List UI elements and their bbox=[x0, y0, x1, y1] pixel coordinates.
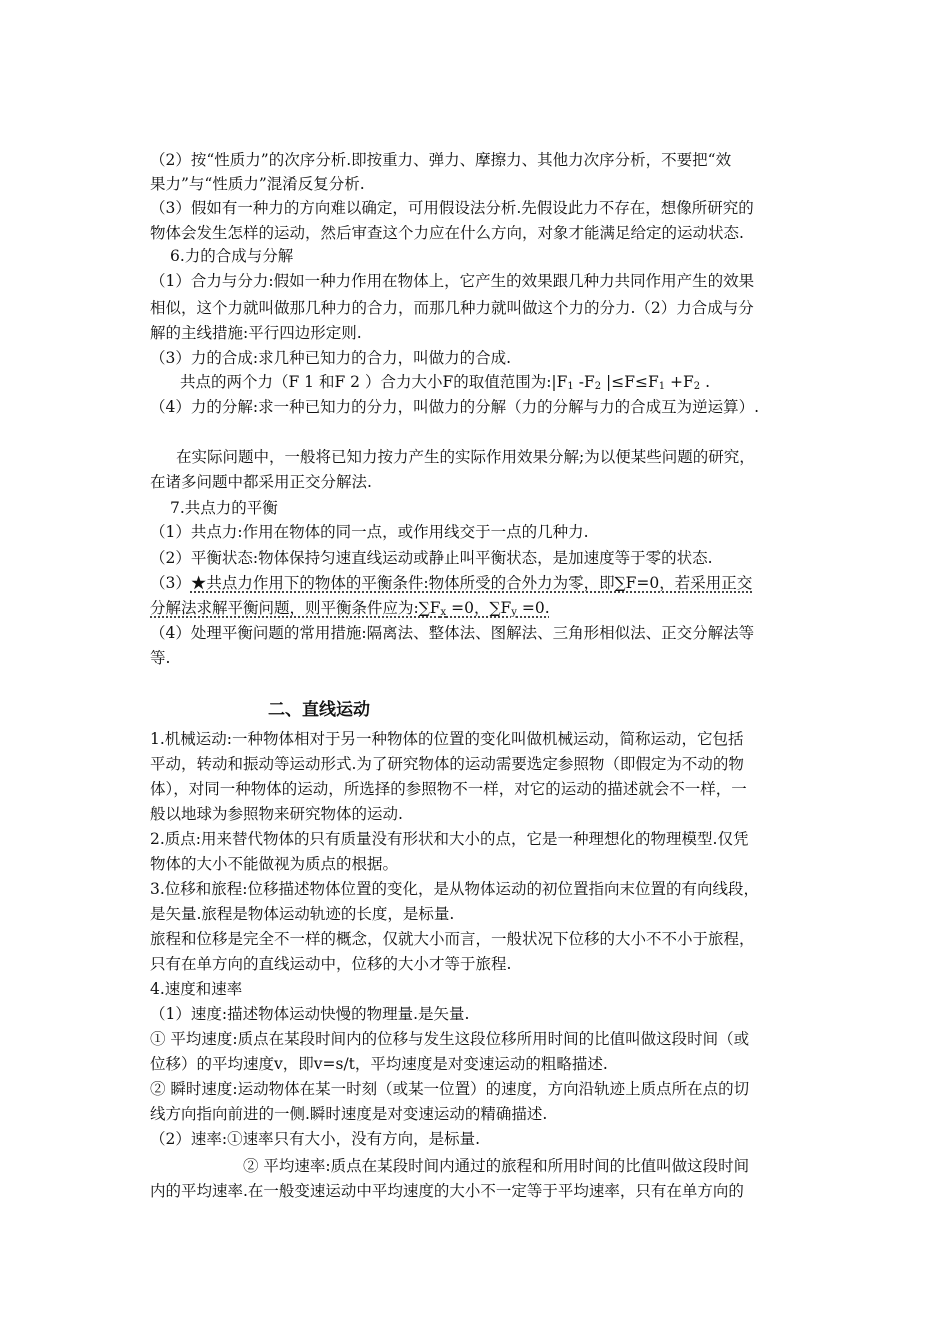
text-line: 内的平均速率.在一般变速运动中平均速度的大小不一定等于平均速率，只有在单方向的 bbox=[150, 1182, 744, 1200]
text-line: 在实际问题中，一般将已知力按力产生的实际作用效果分解;为以便某些问题的研究， bbox=[176, 448, 755, 466]
text-line: （4）处理平衡问题的常用措施:隔离法、整体法、图解法、三角形相似法、正交分解法等 bbox=[150, 624, 755, 642]
section-title: 6.力的合成与分解 bbox=[170, 247, 294, 265]
text-line: （3）力的合成:求几种已知力的合力，叫做力的合成. bbox=[150, 349, 512, 367]
text-line: （1）合力与分力:假如一种力作用在物体上，它产生的效果跟几种力共同作用产生的效果 bbox=[150, 272, 755, 290]
text-line: 体），对同一种物体的运动，所选择的参照物不一样，对它的运动的描述就会不一样，一 bbox=[150, 780, 747, 798]
equilibrium-condition-formula: 分解法求解平衡问题，则平衡条件应为$:\sum F_x =0$，$\sum F_y =0$. bbox=[150, 599, 550, 618]
text-line: 只有在单方向的直线运动中，位移的大小才等于旅程. bbox=[150, 955, 512, 973]
text-line: 相似，这个力就叫做那几种力的合力，而那几种力就叫做这个力的分力.（2）力合成与分 bbox=[150, 299, 754, 317]
text-line: 在诸多问题中都采用正交分解法. bbox=[150, 473, 372, 491]
text-line: 解的主线措施:平行四边形定则. bbox=[150, 324, 362, 342]
text-line: ① 平均速度:质点在某段时间内的位移与发生这段位移所用时间的比值叫做这段时间（或 bbox=[150, 1030, 750, 1048]
text-line: （4）力的分解:求一种已知力的分力，叫做力的分解（力的分解与力的合成互为逆运算）. bbox=[150, 398, 760, 416]
text-line: 1.机械运动:一种物体相对于另一种物体的位置的变化叫做机械运动，简称运动，它包括 bbox=[150, 730, 744, 748]
text-line: ② 瞬时速度:运动物体在某一时刻（或某一位置）的速度，方向沿轨迹上质点所在点的切 bbox=[150, 1080, 750, 1098]
force-range-formula: 共点的两个力（F 1 和F 2 ）合力大小F的取值范围为$:|F_1$ $-F_2$ $|\le F\le F_1 +F_2$ . bbox=[180, 373, 710, 392]
text-line: （1）共点力:作用在物体的同一点，或作用线交于一点的几种力. bbox=[150, 523, 589, 541]
chapter-heading: 二、直线运动 bbox=[268, 700, 370, 720]
text-line: （2）平衡状态:物体保持匀速直线运动或静止叫平衡状态，是加速度等于零的状态. bbox=[150, 549, 713, 567]
text-line: 平动，转动和振动等运动形式.为了研究物体的运动需要选定参照物（即假定为不动的物 bbox=[150, 755, 744, 773]
text-line: 旅程和位移是完全不一样的概念，仅就大小而言，一般状况下位移的大小不不小于旅程， bbox=[150, 930, 755, 948]
text-line: 等. bbox=[150, 649, 171, 667]
text-line: （2）按“性质力”的次序分析.即按重力、弹力、摩擦力、其他力次序分析，不要把“效 bbox=[150, 151, 732, 169]
equilibrium-condition: （3）★共点力作用下的物体的平衡条件:物体所受的合外力为零，即∑F=0，若采用正交 bbox=[150, 574, 753, 592]
text-line: 是矢量.旅程是物体运动轨迹的长度，是标量. bbox=[150, 905, 455, 923]
text-line: 物体的大小不能做视为质点的根据。 bbox=[150, 855, 399, 873]
text-line: 2.质点:用来替代物体的只有质量没有形状和大小的点，它是一种理想化的物理模型.仅凭 bbox=[150, 830, 749, 848]
text-line: ② 平均速率:质点在某段时间内通过的旅程和所用时间的比值叫做这段时间 bbox=[243, 1157, 750, 1175]
text-line: 位移）的平均速度v，即v=s/t，平均速度是对变速运动的粗略描述. bbox=[150, 1055, 608, 1073]
text-line: 3.位移和旅程:位移描述物体位置的变化，是从物体运动的初位置指向末位置的有向线段， bbox=[150, 880, 760, 898]
text-line: 线方向指向前进的一侧.瞬时速度是对变速运动的精确描述. bbox=[150, 1105, 548, 1123]
section-title: 7.共点力的平衡 bbox=[170, 499, 278, 517]
text-line: 物体会发生怎样的运动，然后审查这个力应在什么方向，对象才能满足给定的运动状态. bbox=[150, 224, 744, 242]
text-line: 般以地球为参照物来研究物体的运动. bbox=[150, 805, 403, 823]
text-line: （1）速度:描述物体运动快慢的物理量.是矢量. bbox=[150, 1005, 470, 1023]
text-line: （3）假如有一种力的方向难以确定，可用假设法分析.先假设此力不存在，想像所研究的 bbox=[150, 199, 754, 217]
text-line: （2）速率:①速率只有大小，没有方向，是标量. bbox=[150, 1130, 481, 1148]
section-title: 4.速度和速率 bbox=[150, 980, 243, 998]
text-line: 果力”与“性质力”混淆反复分析. bbox=[150, 175, 365, 193]
